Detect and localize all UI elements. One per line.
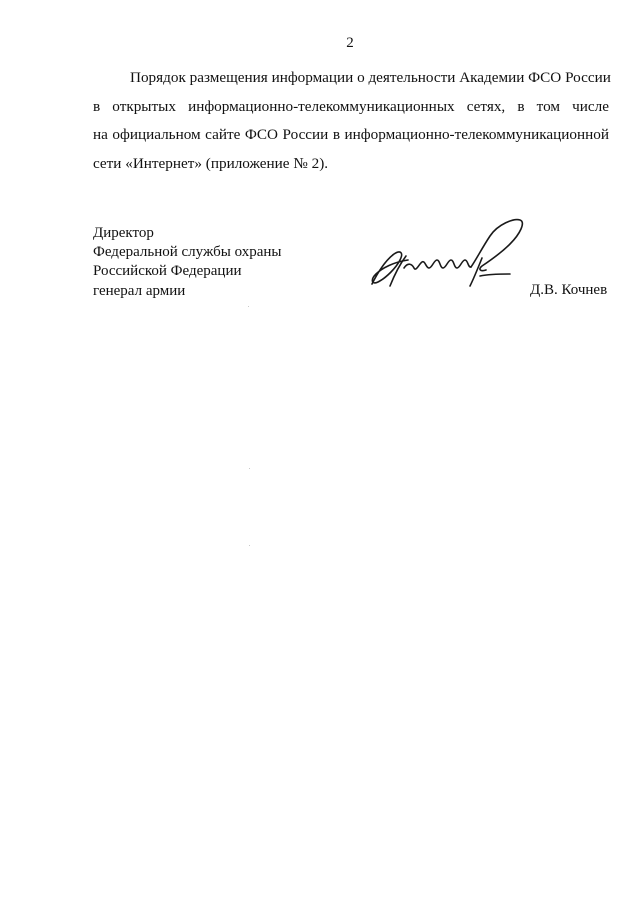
handwritten-signature [364,212,544,294]
position-line: генерал армии [93,282,186,299]
scan-speck [249,468,250,469]
page-number: 2 [346,35,354,51]
paragraph-line: сети «Интернет» (приложение № 2). [93,154,329,172]
paragraph-line: в открытых информационно-телекоммуникационных сетях, в том числе [93,97,609,115]
position-line: Российской Федерации [93,263,242,280]
position-line: Директор [93,225,154,241]
scan-speck [248,306,249,307]
signer-name: Д.В. Кочнев [530,282,608,298]
signatory-position [93,224,281,301]
body-paragraph [93,64,609,178]
scan-speck [249,545,250,546]
position-line: Федеральной службы охраны [93,244,282,261]
paragraph-line: Порядок размещения информации о деятельности Академии ФСО России [130,69,611,86]
paragraph-line: на официальном сайте ФСО России в информационно-телекоммуникационной [93,126,609,144]
